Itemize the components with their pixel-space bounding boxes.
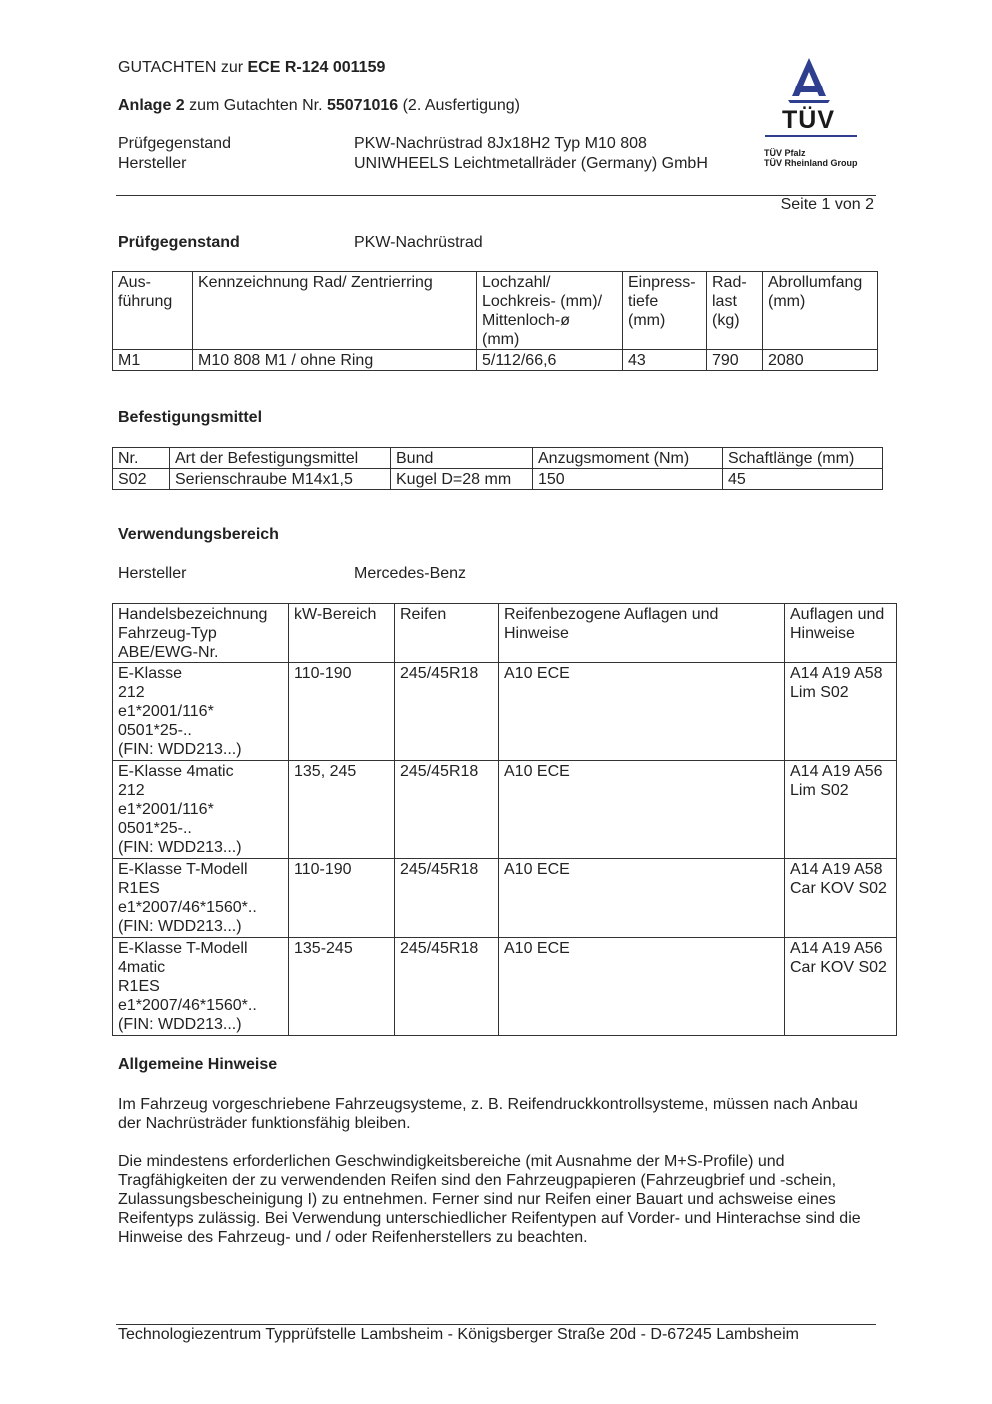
table-header-cell: kW-Bereich	[289, 604, 395, 663]
table-cell: 245/45R18	[395, 859, 499, 938]
table-cell: E-Klasse T-Modell 4matic R1ES e1*2007/46*1560*.. (FIN: WDD213...)	[113, 938, 289, 1036]
table-header-cell: Einpress- tiefe (mm)	[623, 272, 707, 350]
table-cell: 150	[533, 469, 723, 490]
table-cell: A14 A19 A56 Car KOV S02	[785, 938, 897, 1036]
gutachten-prefix: GUTACHTEN zur	[118, 59, 248, 76]
table-header-cell: Reifen	[395, 604, 499, 663]
pruef-section-value: PKW-Nachrüstrad	[354, 234, 483, 251]
befest-table	[112, 447, 883, 490]
table-header-row	[113, 604, 897, 663]
table-header-row	[113, 272, 878, 350]
tuev-bar	[765, 135, 857, 137]
table-cell: E-Klasse 4matic 212 e1*2001/116* 0501*25-.. (FIN: WDD213...)	[113, 761, 289, 859]
table-cell: 45	[723, 469, 883, 490]
footer-address: Technologiezentrum Typprüfstelle Lambsheim - Königsberger Straße 20d - D-67245 Lambsheim	[118, 1326, 799, 1343]
pruef-section-title: Prüfgegenstand	[118, 234, 240, 251]
anlage-mid: zum Gutachten Nr.	[184, 97, 327, 114]
table-row	[113, 350, 878, 371]
table-header-cell: Lochzahl/ Lochkreis- (mm)/ Mittenloch-ø (mm)	[477, 272, 623, 350]
anlage-label: Anlage 2	[118, 97, 185, 114]
table-cell: A10 ECE	[499, 761, 785, 859]
table-cell: 110-190	[289, 859, 395, 938]
table-header-cell: Anzugsmoment (Nm)	[533, 448, 723, 469]
table-cell: 135-245	[289, 938, 395, 1036]
tuev-triangle-icon	[762, 56, 862, 106]
table-row	[113, 859, 897, 938]
table-cell: A10 ECE	[499, 938, 785, 1036]
table-cell: E-Klasse T-Modell R1ES e1*2007/46*1560*.. (FIN: WDD213...)	[113, 859, 289, 938]
table-header-cell: Rad- last (kg)	[707, 272, 763, 350]
table-header-cell: Auflagen und Hinweise	[785, 604, 897, 663]
table-header-cell: Nr.	[113, 448, 170, 469]
table-cell: 110-190	[289, 663, 395, 761]
table-cell: A14 A19 A58 Car KOV S02	[785, 859, 897, 938]
pruefgegenstand-value: PKW-Nachrüstrad 8Jx18H2 Typ M10 808	[354, 135, 647, 152]
table-cell: 43	[623, 350, 707, 371]
table-header-cell: Abrollumfang (mm)	[763, 272, 878, 350]
table-cell: Kugel D=28 mm	[391, 469, 533, 490]
hinweise-section-title: Allgemeine Hinweise	[118, 1056, 278, 1073]
table-cell: A14 A19 A56 Lim S02	[785, 761, 897, 859]
verw-hersteller-label: Hersteller	[118, 565, 187, 582]
table-cell: 5/112/66,6	[477, 350, 623, 371]
table-header-row	[113, 448, 883, 469]
tuev-subtitle	[764, 148, 858, 168]
tuev-sub2: TÜV Rheinland Group	[764, 158, 858, 168]
verw-table	[112, 603, 897, 1036]
table-cell: 245/45R18	[395, 761, 499, 859]
tuev-sub1: TÜV Pfalz	[764, 148, 806, 158]
gutachten-line	[118, 59, 385, 77]
page-number: Seite 1 von 2	[780, 196, 874, 213]
verw-hersteller-value: Mercedes-Benz	[354, 565, 467, 582]
table-cell: E-Klasse 212 e1*2001/116* 0501*25-.. (FIN: WDD213...)	[113, 663, 289, 761]
table-cell: S02	[113, 469, 170, 490]
table-row	[113, 663, 897, 761]
befest-section-title: Befestigungsmittel	[118, 409, 263, 426]
table-cell: 245/45R18	[395, 938, 499, 1036]
table-header-cell: Reifenbezogene Auflagen und Hinweise	[499, 604, 785, 663]
hinweise-paragraph-2: Die mindestens erforderlichen Geschwindigkeitsbereiche (mit Ausnahme der M+S-Profile) und Tragfähigkeiten der zu verwendenden Reifen sind den Fahrzeugpapieren (Fahrzeugbrief und -schein, Zulassungsbescheinigung I) zu entnehmen. Ferner sind nur Reifen einer Bauart und achsweise eines Reifentyps zulässig. Bei Verwendung unterschiedlicher Reifentypen auf Vorder- und Hinterachse sind die Hinweise des Fahrzeug- und / oder Reifenherstellers zu beachten.	[118, 1153, 861, 1246]
table-cell: 2080	[763, 350, 878, 371]
table-cell: M1	[113, 350, 193, 371]
table-cell: A10 ECE	[499, 859, 785, 938]
hersteller-label: Hersteller	[118, 155, 187, 172]
table-header-cell: Handelsbezeichnung Fahrzeug-Typ ABE/EWG-Nr.	[113, 604, 289, 663]
pruef-table	[112, 271, 878, 371]
verw-section-title: Verwendungsbereich	[118, 526, 279, 543]
table-row	[113, 938, 897, 1036]
table-header-cell: Bund	[391, 448, 533, 469]
table-cell: 245/45R18	[395, 663, 499, 761]
header-rule	[116, 195, 876, 196]
table-row	[113, 761, 897, 859]
table-header-cell: Kennzeichnung Rad/ Zentrierring	[193, 272, 477, 350]
table-cell: A14 A19 A58 Lim S02	[785, 663, 897, 761]
table-cell: Serienschraube M14x1,5	[170, 469, 391, 490]
table-header-cell: Aus- führung	[113, 272, 193, 350]
table-header-cell: Schaftlänge (mm)	[723, 448, 883, 469]
table-cell: 135, 245	[289, 761, 395, 859]
table-row	[113, 469, 883, 490]
table-cell: 790	[707, 350, 763, 371]
table-cell: A10 ECE	[499, 663, 785, 761]
table-cell: M10 808 M1 / ohne Ring	[193, 350, 477, 371]
anlage-suffix: (2. Ausfertigung)	[398, 97, 520, 114]
hersteller-value: UNIWHEELS Leichtmetallräder (Germany) GmbH	[354, 155, 708, 172]
footer-rule	[116, 1324, 876, 1325]
hinweise-paragraph-1: Im Fahrzeug vorgeschriebene Fahrzeugsysteme, z. B. Reifendruckkontrollsysteme, müssen nach Anbau der Nachrüsträder funktionsfähig bleiben.	[118, 1096, 858, 1132]
pruefgegenstand-label: Prüfgegenstand	[118, 135, 231, 152]
tuev-brand: TÜV	[782, 106, 835, 134]
anlage-line	[118, 97, 520, 115]
anlage-nr: 55071016	[326, 97, 399, 114]
table-header-cell: Art der Befestigungsmittel	[170, 448, 391, 469]
gutachten-ece-number: ECE R-124 001159	[247, 59, 386, 76]
